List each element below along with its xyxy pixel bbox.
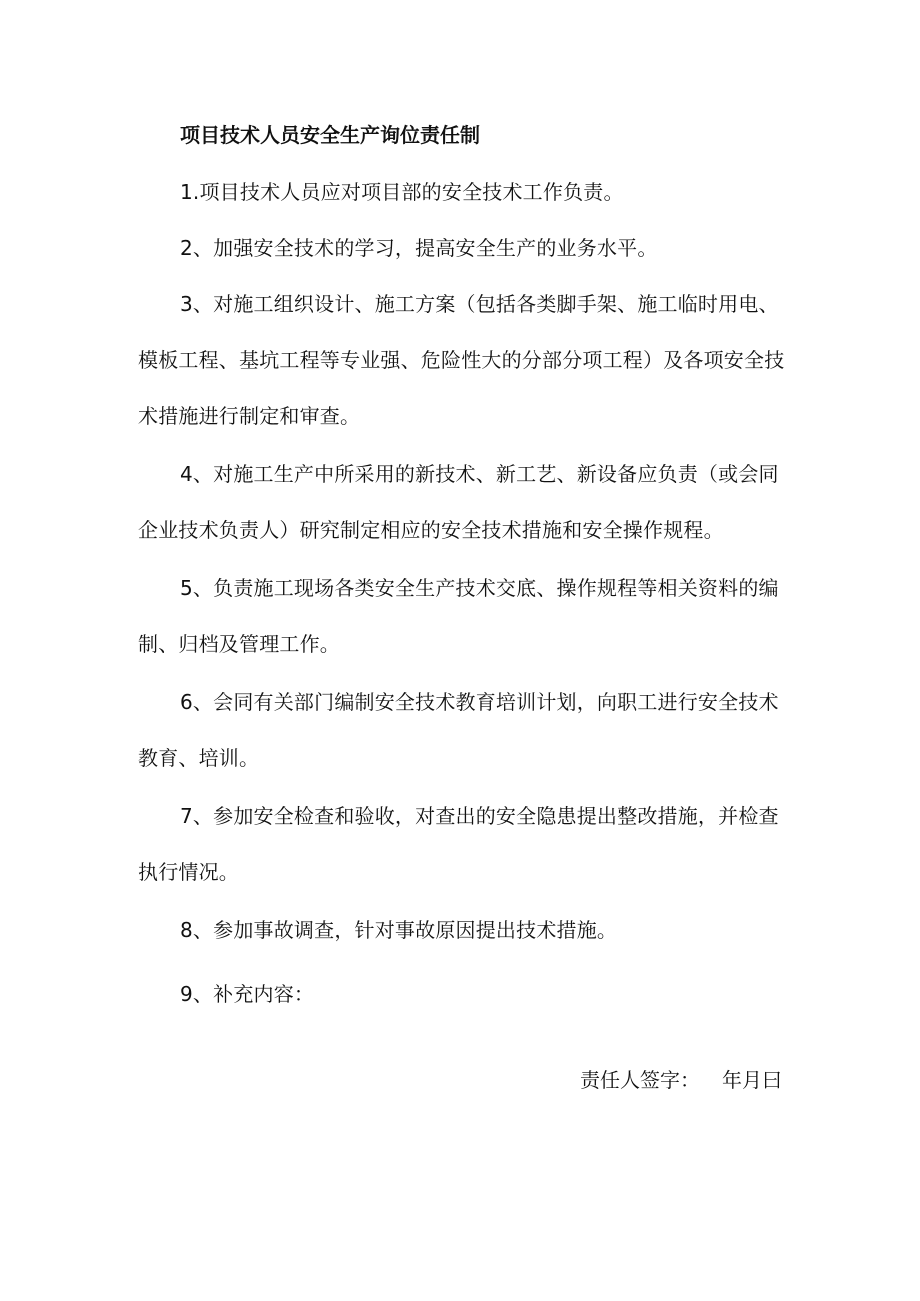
clause-4: 4、对施工生产中所采用的新技术、新工艺、新设备应负责（或会同企业技术负责人）研究制定相应的安全技术措施和安全操作规程。: [138, 462, 779, 542]
clause-3: 3、对施工组织设计、施工方案（包括各类脚手架、施工临时用电、模板工程、基坑工程等专业强、危险性大的分部分项工程）及各项安全技术措施进行制定和审查。: [138, 292, 785, 428]
clause-8: 8、参加事故调查，针对事故原因提出技术措施。: [180, 918, 618, 942]
clause-5: 5、负责施工现场各类安全生产技术交底、操作规程等相关资料的编制、归档及管理工作。: [138, 576, 779, 656]
document-title: 项目技术人员安全生产询位责任制: [180, 123, 480, 147]
clause-9: 9、补充内容：: [180, 982, 315, 1006]
clause-2: 2、加强安全技术的学习，提高安全生产的业务水平。: [180, 236, 658, 260]
clause-6: 6、会同有关部门编制安全技术教育培训计划，向职工进行安全技术教育、培训。: [138, 690, 779, 770]
signature-label: 责任人签字：: [580, 1068, 700, 1092]
clause-1: 1.项目技术人员应对项目部的安全技术工作负责。: [180, 180, 624, 204]
clause-7: 7、参加安全检查和验收，对查出的安全隐患提出整改措施，并检查执行情况。: [138, 804, 779, 884]
signature-date: 年月曰: [722, 1068, 782, 1092]
signature-line: [580, 1062, 782, 1098]
